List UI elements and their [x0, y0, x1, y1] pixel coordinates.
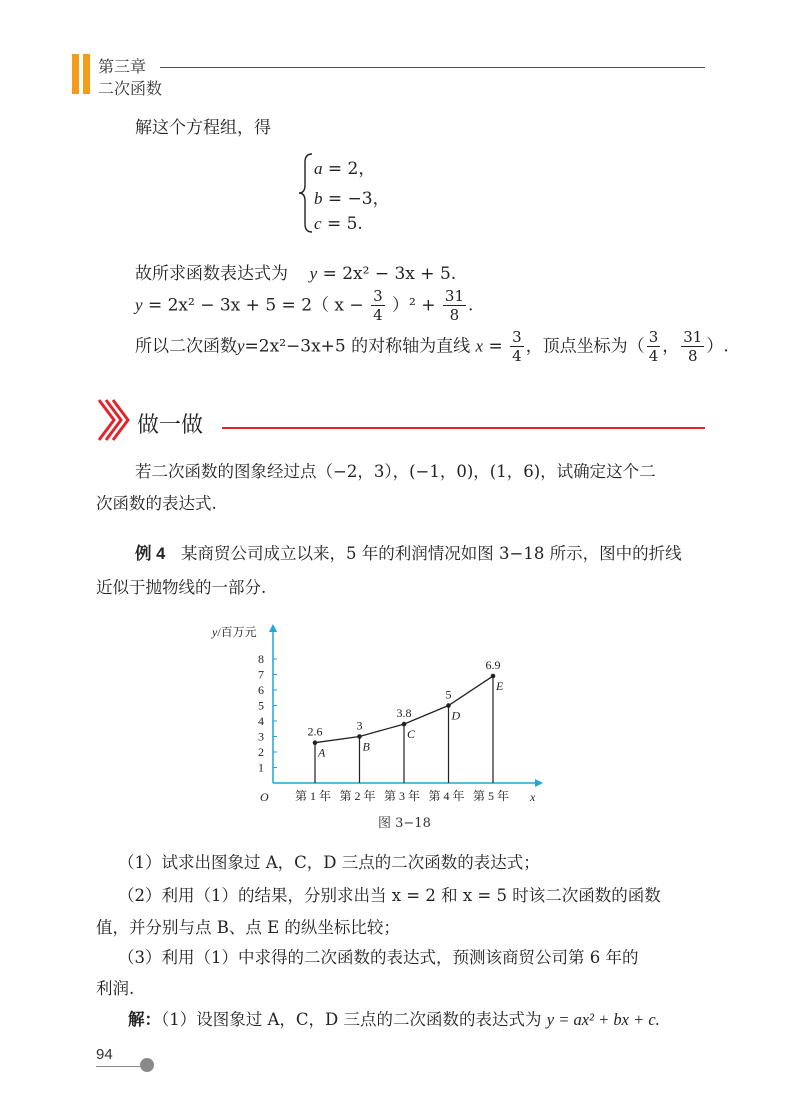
x-axis-label: x [530, 790, 536, 804]
solution-start: 解：（1）设图象过 A，C，D 三点的二次函数的表达式为 y = ax² + bx + c. [128, 1010, 660, 1029]
system-row-a: a = 2， [314, 159, 376, 179]
section-arrows-icon [96, 398, 136, 446]
question-3: （3）利用（1）中求得的二次函数的表达式，预测该商贸公司第 6 年的 [118, 948, 639, 967]
y-tick-label: 2 [258, 745, 264, 759]
header-accent-bar [72, 54, 79, 94]
question-3-cont: 利润. [96, 979, 135, 998]
page-number: 94 [96, 1046, 113, 1063]
conclusion-line: 故所求函数表达式为 y = 2x² − 3x + 5. [135, 264, 457, 284]
figure-caption: 图 3−18 [378, 816, 431, 831]
chapter-label: 第三章 [98, 59, 147, 76]
y-tick-label: 5 [258, 698, 264, 713]
y-tick-label: 6 [258, 683, 264, 697]
chapter-subtitle: 二次函数 [98, 81, 163, 98]
point-name: B [362, 739, 370, 754]
section-rule [222, 427, 705, 429]
header-accent-bar-2 [83, 54, 90, 94]
data-point-B [357, 734, 362, 739]
data-label: 3.8 [396, 706, 412, 721]
data-label: 6.9 [485, 658, 501, 673]
system-row-c: c = 5. [314, 214, 363, 234]
solve-intro: 解这个方程组，得 [135, 118, 271, 138]
y-tick-label: 8 [258, 652, 264, 666]
x-tick-label: 第 3 年 [383, 789, 421, 803]
fraction-31-8: $\frac{31}{8}$ [444, 287, 464, 324]
header-rule [160, 67, 705, 68]
data-point-E [491, 674, 496, 679]
footer-rule [96, 1066, 146, 1067]
y-tick-label: 1 [258, 760, 264, 775]
x-tick-label: 第 2 年 [339, 789, 376, 803]
y-axis-label: y/百万元 [212, 625, 257, 639]
y-tick-label: 4 [258, 714, 264, 728]
origin-label: O [260, 790, 269, 804]
footer-dot [140, 1058, 154, 1072]
point-name: E [496, 679, 504, 694]
fraction-3-4: $\frac{3}{4}$ [373, 287, 383, 324]
example-line-1: 例 4 某商贸公司成立以来，5 年的利润情况如图 3−18 所示，图中的折线 [135, 544, 682, 563]
y-tick-label: 3 [258, 729, 264, 744]
example-line-2: 近似于抛物线的一部分. [96, 578, 267, 597]
point-name: D [451, 708, 461, 723]
y-tick-label: 7 [258, 667, 264, 682]
section-body-2: 次函数的表达式. [96, 494, 217, 513]
vertex-form-line: y = 2x² − 3x + 5 = 2（ x − $\frac{3}{4}$ ）² + $\frac{31}{8}$ . [135, 287, 474, 324]
axis-vertex-line: 所以二次函数y=2x²−3x+5 的对称轴为直线 x = $\frac{3}{4}$ ，顶点坐标为（ $\frac{3}{4}$ ， $\frac{31}{8}$ ）. [135, 328, 729, 365]
section-body: 若二次函数的图象经过点（−2，3），(−1，0)，(1，6)，试确定这个二 [135, 462, 656, 481]
data-point-C [402, 722, 407, 727]
x-tick-label: 第 4 年 [428, 789, 465, 803]
y-axis-arrow [269, 624, 277, 632]
system-row-b: b = −3， [314, 189, 390, 209]
question-2-cont: 值，并分别与点 B、点 E 的纵坐标比较； [96, 918, 400, 937]
point-name: C [407, 727, 416, 742]
x-axis-arrow [535, 779, 543, 787]
data-label: 5 [445, 687, 452, 702]
question-1: （1）试求出图象过 A，C，D 三点的二次函数的表达式； [118, 853, 540, 872]
profit-chart [200, 618, 560, 842]
x-tick-label: 第 5 年 [472, 789, 510, 803]
section-title: 做一做 [137, 412, 204, 437]
question-2: （2）利用（1）的结果，分别求出当 x = 2 和 x = 5 时该二次函数的函数 [118, 886, 661, 905]
x-tick-label: 第 1 年 [294, 789, 332, 803]
data-label: 2.6 [307, 724, 323, 739]
point-name: A [318, 745, 326, 760]
data-point-A [313, 740, 318, 745]
system-brace [296, 152, 316, 238]
data-point-D [446, 703, 451, 708]
data-label: 3 [356, 718, 363, 733]
